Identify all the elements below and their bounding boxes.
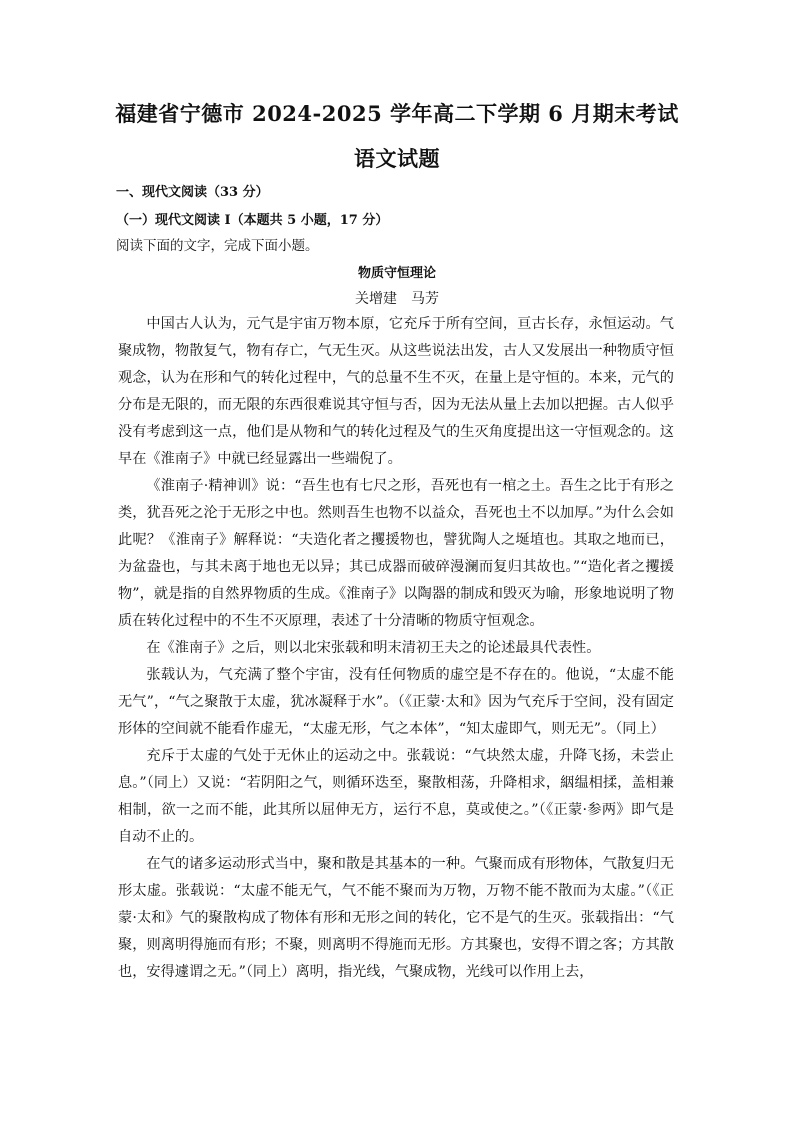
exam-title: 福建省宁德市 2024-2025 学年高二下学期 6 月期末考试 xyxy=(115,101,679,126)
article-body xyxy=(118,311,674,986)
exam-subtitle: 语文试题 xyxy=(354,146,440,171)
paragraph: 中国古人认为，元气是宇宙万物本原，它充斥于所有空间，亘古长存，永恒运动。气聚成物，物散复气，物有存亡，气无生灭。从这些说法出发，古人又发展出一种物质守恒观念，认为在形和气的转化过程中，气的总量不生不灭，在量上是守恒的。本来，元气的分布是无限的，而无限的东西很难说其守恒与否，因为无法从量上去加以把握。古人似乎没有考虑到这一点，他们是从物和气的转化过程及气的生灭角度提出这一守恒观念的。这早在《淮南子》中就已经显露出一些端倪了。 xyxy=(118,316,674,467)
paragraph: 在气的诸多运动形式当中，聚和散是其基本的一种。气聚而成有形物体，气散复归无形太虚。张载说：“太虚不能无气，气不能不聚而为万物，万物不能不散而为太虚。”（《正蒙·太和》气的聚散构成了物体有形和无形之间的转化，它不是气的生灭。张载指出：“气聚，则离明得施而有形；不聚，则离明不得施而无形。方其聚也，安得不谓之客；方其散也，安得遽谓之无。”（同上）离明，指光线，气聚成物，光线可以作用上去， xyxy=(118,856,674,980)
paragraph: 充斥于太虚的气处于无休止的运动之中。张载说：“气块然太虚，升降飞扬，未尝止息。”（同上）又说：“若阴阳之气，则循环迭至，聚散相荡，升降相求，絪缊相揉，盖相兼相制，欲一之而不能，此其所以屈伸无方，运行不息，莫或使之。”（《正蒙·参两》即气是自动不止的。 xyxy=(118,748,674,845)
paragraph: 在《淮南子》之后，则以北宋张载和明末清初王夫之的论述最具代表性。 xyxy=(146,640,601,656)
instruction-text: 阅读下面的文字，完成下面小题。 xyxy=(116,238,319,254)
article-authors: 关增建 马芳 xyxy=(355,291,439,307)
article-title: 物质守恒理论 xyxy=(357,266,436,281)
section-heading: 一、现代文阅读（33 分） xyxy=(116,185,269,200)
paragraph: 张载认为，气充满了整个宇宙，没有任何物质的虚空是不存在的。他说，“太虚不能无气”，“气之聚散于太虚，犹冰凝释于水”。（《正蒙·太和》因为气充斥于空间，没有固定形体的空间就不能看作虚无，“太虚无形，气之本体”，“知太虚即气，则无无”。（同上） xyxy=(118,667,674,737)
paragraph: 《淮南子·精神训》说：“吾生也有七尺之形，吾死也有一棺之土。吾生之比于有形之类，犹吾死之沦于无形之中也。然则吾生也物不以益众，吾死也土不以加厚。”为什么会如此呢？《淮南子》解释说：“夫造化者之攫援物也，譬犹陶人之埏埴也。其取之地而已，为盆盎也，与其未离于地也无以异；其已成器而破碎漫澜而复归其故也。”“造化者之攫援物”，就是指的自然界物质的生成。《淮南子》以陶器的制成和毁灭为喻，形象地说明了物质在转化过程中的不生不灭原理，表述了十分清晰的物质守恒观念。 xyxy=(118,478,674,629)
subsection-heading: （一）现代文阅读 I（本题共 5 小题，17 分） xyxy=(116,213,389,228)
